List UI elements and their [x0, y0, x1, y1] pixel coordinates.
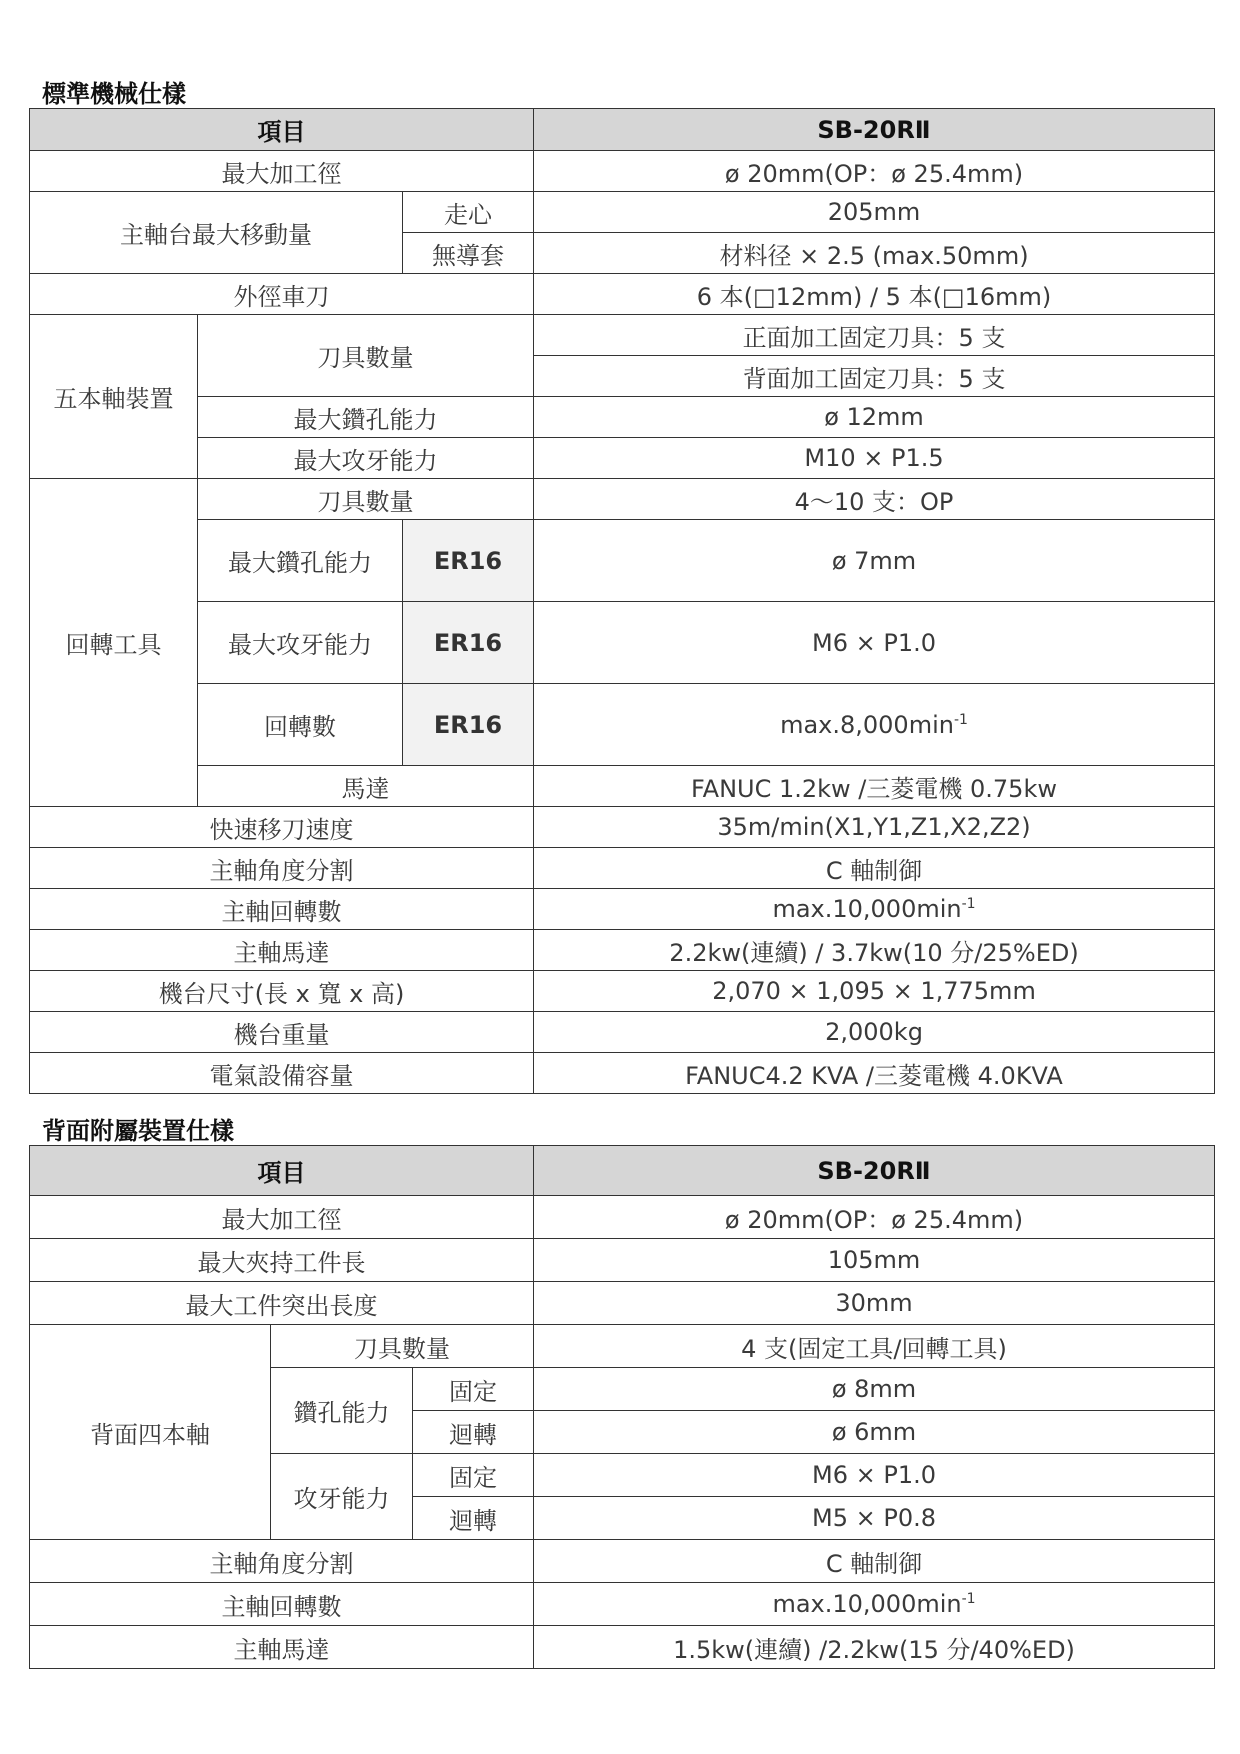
table-row — [30, 315, 1215, 356]
section-title-rear: 背面附屬裝置仕樣 — [42, 1117, 234, 1145]
row-label: 攻牙能力 — [271, 1454, 413, 1540]
table-row — [30, 807, 1215, 848]
group-label: 回轉工具 — [30, 479, 198, 807]
row-label: 主軸角度分割 — [30, 1540, 534, 1583]
row-label: 主軸回轉數 — [30, 889, 534, 930]
row-value: M10 × P1.5 — [534, 438, 1215, 479]
table-row — [30, 848, 1215, 889]
value-text: max.10,000min — [772, 895, 962, 923]
row-value: C 軸制御 — [534, 1540, 1215, 1583]
table-row — [30, 1196, 1215, 1239]
header-model: SB-20RⅡ — [534, 1146, 1215, 1196]
standard-spec-table — [29, 108, 1215, 1094]
row-sublabel: 固定 — [413, 1454, 534, 1497]
row-label: 主軸台最大移動量 — [30, 192, 403, 274]
row-sublabel: ER16 — [403, 520, 534, 602]
table-row — [30, 766, 1215, 807]
table-row — [30, 1626, 1215, 1669]
section-title-standard: 標準機械仕樣 — [42, 80, 186, 108]
table-row — [30, 1540, 1215, 1583]
row-value: ø 20mm(OP：ø 25.4mm) — [534, 1196, 1215, 1239]
row-label: 最大攻牙能力 — [198, 438, 534, 479]
table-row — [30, 1583, 1215, 1626]
row-value: M5 × P0.8 — [534, 1497, 1215, 1540]
table-row — [30, 397, 1215, 438]
row-label: 最大鑽孔能力 — [198, 520, 403, 602]
row-value: 2.2kw(連續) / 3.7kw(10 分/25%ED) — [534, 930, 1215, 971]
row-value: FANUC4.2 KVA /三菱電機 4.0KVA — [534, 1053, 1215, 1094]
table-row — [30, 1053, 1215, 1094]
row-label: 最大攻牙能力 — [198, 602, 403, 684]
row-value: 正面加工固定刀具：5 支 — [534, 315, 1215, 356]
group-label: 背面四本軸 — [30, 1325, 271, 1540]
row-label: 最大夾持工件長 — [30, 1239, 534, 1282]
row-value: 2,070 × 1,095 × 1,775mm — [534, 971, 1215, 1012]
row-label: 快速移刀速度 — [30, 807, 534, 848]
row-value — [534, 889, 1215, 930]
header-item: 項目 — [30, 1146, 534, 1196]
row-value: 2,000kg — [534, 1012, 1215, 1053]
row-label: 主軸角度分割 — [30, 848, 534, 889]
value-text: max.8,000min — [780, 710, 954, 739]
row-value: ø 12mm — [534, 397, 1215, 438]
table-row — [30, 684, 1215, 766]
table-row — [30, 971, 1215, 1012]
row-label: 主軸回轉數 — [30, 1583, 534, 1626]
row-value: FANUC 1.2kw /三菱電機 0.75kw — [534, 766, 1215, 807]
row-label: 刀具數量 — [198, 315, 534, 397]
row-sublabel: ER16 — [403, 684, 534, 766]
table-row — [30, 930, 1215, 971]
row-value — [534, 1583, 1215, 1626]
row-sublabel: ER16 — [403, 602, 534, 684]
row-label: 回轉數 — [198, 684, 403, 766]
row-value: 4 支(固定工具/回轉工具) — [534, 1325, 1215, 1368]
row-value: ø 20mm(OP：ø 25.4mm) — [534, 151, 1215, 192]
row-sublabel: 固定 — [413, 1368, 534, 1411]
row-label: 主軸馬達 — [30, 930, 534, 971]
row-value: M6 × P1.0 — [534, 1454, 1215, 1497]
row-sublabel: 走心 — [403, 192, 534, 233]
row-value: ø 8mm — [534, 1368, 1215, 1411]
header-model: SB-20RⅡ — [534, 109, 1215, 151]
table-row — [30, 1012, 1215, 1053]
row-value — [534, 684, 1215, 766]
rear-spec-table — [29, 1145, 1215, 1669]
table-row — [30, 1325, 1215, 1368]
row-sublabel: 迴轉 — [413, 1497, 534, 1540]
superscript: -1 — [961, 896, 976, 912]
row-label: 最大加工徑 — [30, 1196, 534, 1239]
row-value: 材料径 × 2.5 (max.50mm) — [534, 233, 1215, 274]
table-row — [30, 192, 1215, 233]
row-value: M6 × P1.0 — [534, 602, 1215, 684]
row-label: 最大加工徑 — [30, 151, 534, 192]
row-label: 馬達 — [198, 766, 534, 807]
table-row — [30, 479, 1215, 520]
row-label: 刀具數量 — [198, 479, 534, 520]
row-value: 6 本(□12mm) / 5 本(□16mm) — [534, 274, 1215, 315]
row-label: 鑽孔能力 — [271, 1368, 413, 1454]
superscript: -1 — [961, 1591, 976, 1607]
row-label: 機台重量 — [30, 1012, 534, 1053]
table-row — [30, 1282, 1215, 1325]
row-value: 背面加工固定刀具：5 支 — [534, 356, 1215, 397]
row-value: ø 6mm — [534, 1411, 1215, 1454]
row-value: 35m/min(X1,Y1,Z1,X2,Z2) — [534, 807, 1215, 848]
row-label: 外徑車刀 — [30, 274, 534, 315]
header-item: 項目 — [30, 109, 534, 151]
table-row — [30, 1239, 1215, 1282]
row-label: 主軸馬達 — [30, 1626, 534, 1669]
table-row — [30, 438, 1215, 479]
row-value: 1.5kw(連續) /2.2kw(15 分/40%ED) — [534, 1626, 1215, 1669]
table-row — [30, 889, 1215, 930]
row-sublabel: 無導套 — [403, 233, 534, 274]
table-row — [30, 151, 1215, 192]
row-sublabel: 迴轉 — [413, 1411, 534, 1454]
row-label: 電氣設備容量 — [30, 1053, 534, 1094]
row-label: 刀具數量 — [271, 1325, 534, 1368]
value-text: max.10,000min — [772, 1590, 962, 1618]
row-value: 105mm — [534, 1239, 1215, 1282]
row-value: ø 7mm — [534, 520, 1215, 602]
group-label: 五本軸裝置 — [30, 315, 198, 479]
row-value: C 軸制御 — [534, 848, 1215, 889]
row-label: 最大工件突出長度 — [30, 1282, 534, 1325]
row-value: 4～10 支：OP — [534, 479, 1215, 520]
table-header-row — [30, 109, 1215, 151]
row-value: 205mm — [534, 192, 1215, 233]
row-label: 機台尺寸(長 x 寬 x 高) — [30, 971, 534, 1012]
table-header-row — [30, 1146, 1215, 1196]
table-row — [30, 520, 1215, 602]
row-value: 30mm — [534, 1282, 1215, 1325]
table-row — [30, 274, 1215, 315]
table-row — [30, 602, 1215, 684]
superscript: -1 — [953, 711, 968, 728]
row-label: 最大鑽孔能力 — [198, 397, 534, 438]
